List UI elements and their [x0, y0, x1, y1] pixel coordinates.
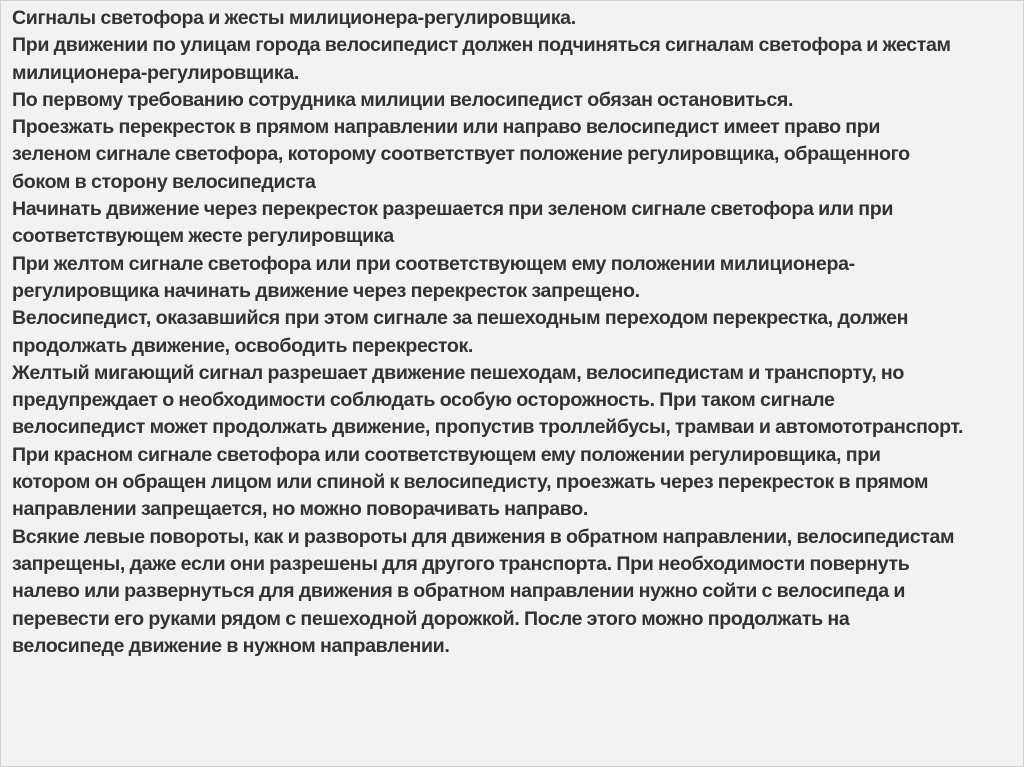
text-line: По первому требованию сотрудника милиции велосипедист обязан остановиться. — [12, 88, 794, 111]
text-line: При движении по улицам города велосипедист должен подчиняться сигналам светофора и жестам — [12, 34, 951, 57]
text-line: запрещены, даже если они разрешены для другого транспорта. При необходимости повернуть — [12, 552, 910, 575]
text-line: Проезжать перекресток в прямом направлении или направо велосипедист имеет право при — [12, 116, 881, 139]
text-line: налево или развернуться для движения в обратном направлении нужно сойти с велосипеда и — [12, 580, 906, 603]
text-line: милиционера-регулировщика. — [12, 61, 299, 84]
text-line: продолжать движение, освободить перекресток. — [12, 334, 474, 357]
text-line: боком в сторону велосипедиста — [12, 170, 316, 193]
text-line: направлении запрещается, но можно поворачивать направо. — [12, 498, 588, 521]
text-line: При желтом сигнале светофора или при соответствующем ему положении милиционера- — [12, 252, 855, 275]
text-line: велосипеде движение в нужном направлении. — [12, 634, 450, 657]
text-line: Велосипедист, оказавшийся при этом сигнале за пешеходным переходом перекрестка, должен — [12, 307, 909, 330]
text-line: котором он обращен лицом или спиной к велосипедисту, проезжать через перекресток в прямом — [12, 471, 929, 494]
text-line: Сигналы светофора и жесты милиционера-регулировщика. — [12, 7, 576, 29]
text-line: соответствующем жесте регулировщика — [12, 225, 394, 248]
text-line: регулировщика начинать движение через перекресток запрещено. — [12, 279, 640, 302]
document-text-block — [12, 5, 1018, 660]
text-line: Желтый мигающий сигнал разрешает движение пешеходам, велосипедистам и транспорту, но — [12, 361, 904, 384]
text-line: зеленом сигнале светофора, которому соответствует положение регулировщика, обращенного — [12, 143, 910, 166]
text-line: перевести его руками рядом с пешеходной дорожкой. После этого можно продолжать на — [12, 607, 850, 630]
text-line: велосипедист может продолжать движение, пропустив троллейбусы, трамваи и автомототранспорт. — [12, 416, 964, 439]
text-line: При красном сигнале светофора или соответствующем ему положении регулировщика, при — [12, 443, 881, 466]
text-line: предупреждает о необходимости соблюдать особую осторожность. При таком сигнале — [12, 389, 835, 412]
text-line: Начинать движение через перекресток разрешается при зеленом сигнале светофора или при — [12, 198, 894, 221]
text-line: Всякие левые повороты, как и развороты для движения в обратном направлении, велосипедистам — [12, 525, 955, 548]
